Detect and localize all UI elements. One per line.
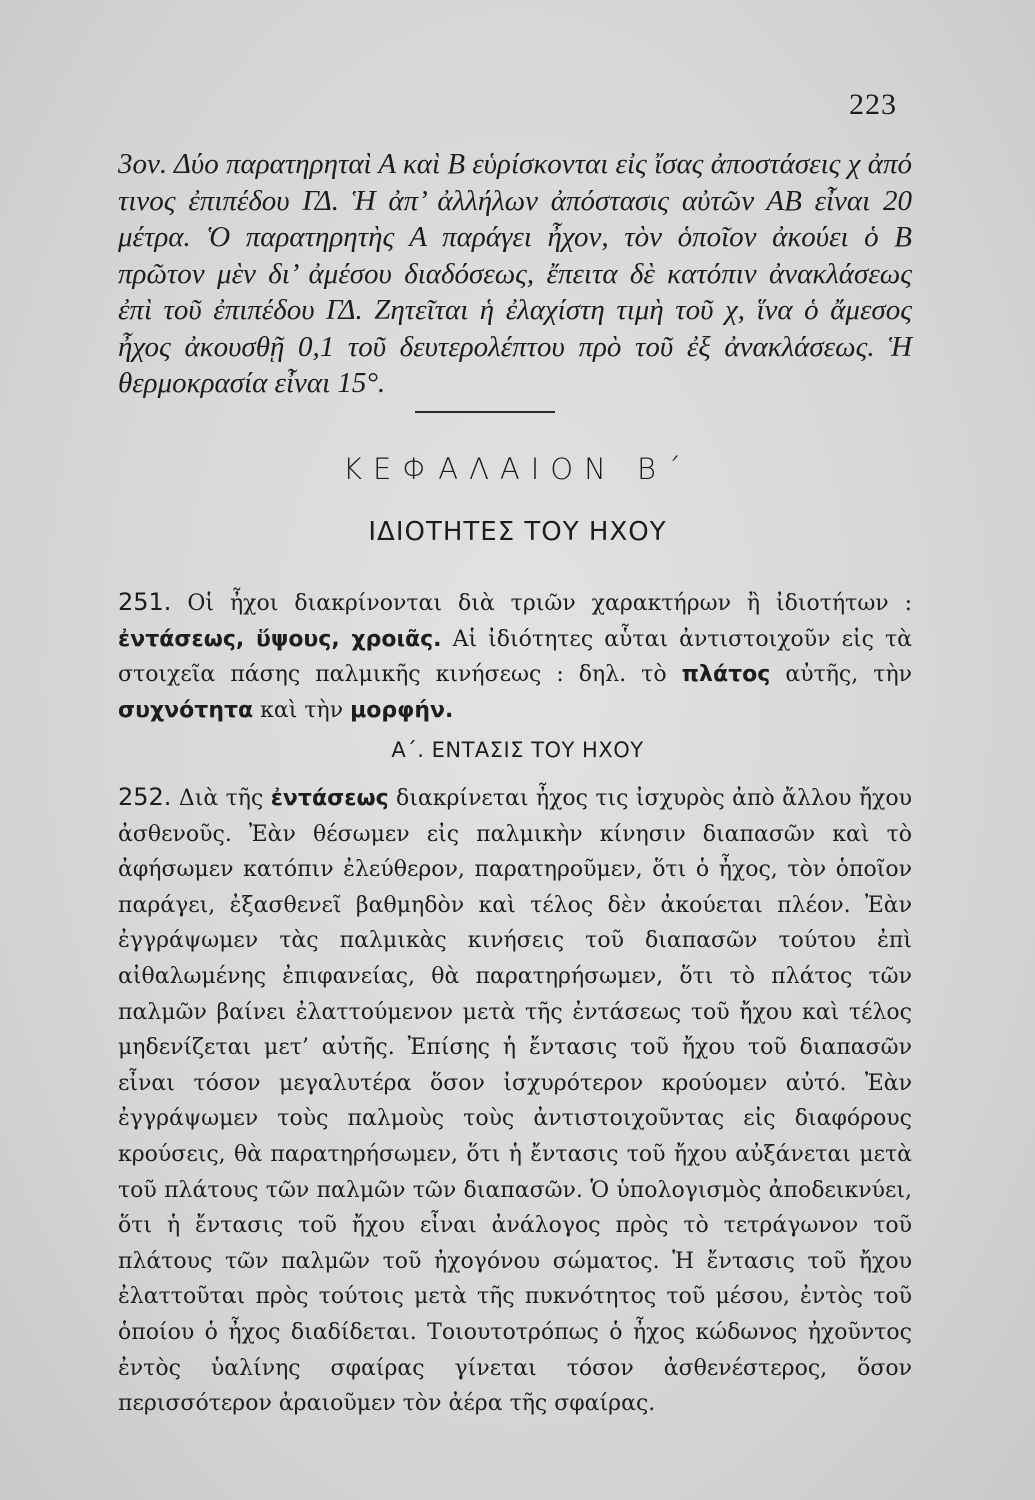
paragraph-number: 251. [118, 588, 172, 616]
paragraph-252 [118, 780, 912, 1422]
exercise-block [118, 146, 912, 402]
bold-term: ἐντάσεως, ὕψους, χροιᾶς. [118, 626, 442, 652]
page-number: 223 [849, 88, 897, 121]
paragraph-text: καὶ τὴν [253, 697, 351, 723]
exercise-text: 3ον. Δύο παρατηρηταὶ Α καὶ Β εὑρίσκονται εἰς ἴσας ἀποστάσεις χ ἀπό τινος ἐπιπέδου ΓΔ. Ἡ ἀπ’ ἀλλήλων ἀπόστασις αὐτῶν ΑΒ εἶναι 20 μέτρα. Ὁ παρατηρητὴς Α παράγει ἦχον, τὸν ὁποῖον ἀκούει ὁ Β πρῶτον μὲν δι’ ἀμέσου διαδόσεως, ἔπειτα δὲ κατόπιν ἀνακλάσεως ἐπὶ τοῦ ἐπιπέδου ΓΔ. Ζητεῖται ἡ ἐλαχίστη τιμὴ τοῦ χ, ἵνα ὁ ἄμεσος ἦχος ἀκουσθῇ 0,1 τοῦ δευτερολέπτου πρὸ τοῦ ἐξ ἀνακλάσεως. Ἡ θερμοκρασία εἶναι 15°. [118, 148, 912, 399]
paragraph-text: αὐτῆς, τὴν [770, 662, 913, 688]
paragraph-number: 252. [118, 783, 172, 811]
bold-term: ἐντάσεως [270, 786, 389, 811]
section-heading: Α΄. ΕΝΤΑΣΙΣ ΤΟΥ ΗΧΟΥ [391, 738, 644, 762]
paragraph-text: Διὰ τῆς [171, 786, 271, 811]
paragraph-text: Αἱ ἰδιότητες αὗται ἀντιστοιχοῦν εἰς τὰ στοιχεῖα πάσης παλμικῆς κινήσεως : δηλ. τὸ [118, 626, 912, 688]
bold-term: συχνότητα [118, 697, 254, 723]
paragraph-text: Οἱ ἦχοι διακρίνονται διὰ τριῶν χαρακτήρων ἢ ἰδιοτήτων : [171, 591, 912, 616]
paragraph-text: διακρίνεται ἦχος τις ἰσχυρὸς ἀπὸ ἄλλου ἤχου ἀσθενοῦς. Ἐὰν θέσωμεν εἰς παλμικὴν κίνησιν διαπασῶν καὶ τὸ ἀφήσωμεν κατόπιν ἐλεύθερον, παρατηροῦμεν, ὅτι ὁ ἦχος, τὸν ὁποῖον παράγει, ἐξασθενεῖ βαθμηδὸν καὶ τέλος δὲν ἀκούεται πλέον. Ἐὰν ἐγγράψωμεν τὰς παλμικὰς κινήσεις τοῦ διαπασῶν τούτου ἐπὶ αἰθαλωμένης ἐπιφανείας, θὰ παρατηρήσωμεν, ὅτι τὸ πλάτος τῶν παλμῶν βαίνει ἐλαττούμενον μετὰ τῆς ἐντάσεως τοῦ ἤχου καὶ τέλος μηδενίζεται μετ’ αὐτῆς. Ἐπίσης ἡ ἔντασις τοῦ ἤχου τοῦ διαπασῶν εἶναι τόσον μεγαλυτέρα ὅσον ἰσχυρότερον κρούομεν αὐτό. Ἐὰν ἐγγράψωμεν τοὺς παλμοὺς τοὺς ἀντιστοιχοῦντας εἰς διαφόρους κρούσεις, θὰ παρατηρήσωμεν, ὅτι ἡ ἔντασις τοῦ ἤχου αὐξάνεται μετὰ τοῦ πλάτους τῶν παλμῶν τῶν διαπασῶν. Ὁ ὑπολογισμὸς ἀποδεικνύει, ὅτι ἡ ἔντασις τοῦ ἤχου εἶναι ἀνάλογος πρὸς τὸ τετράγωνον τοῦ πλάτους τῶν παλμῶν τοῦ ἠχογόνου σώματος. Ἡ ἔντασις τοῦ ἤχου ἐλαττοῦται πρὸς τούτοις μετὰ τῆς πυκνότητος τοῦ μέσου, ἐντὸς τοῦ ὁποίου ὁ ἦχος διαδίδεται. Τοιουτοτρόπως ὁ ἦχος κώδωνος ἠχοῦντος ἐντὸς ὑαλίνης σφαίρας γίνεται τόσον ἀσθενέστερος, ὅσον περισσότερον ἀραιοῦμεν τὸν ἀέρα τῆς σφαίρας. [118, 786, 912, 1417]
bold-term: μορφήν. [350, 697, 454, 723]
chapter-title: ΙΔΙΟΤΗΤΕΣ ΤΟΥ ΗΧΟΥ [368, 517, 667, 547]
paragraph-251 [118, 585, 912, 728]
bold-term: πλάτος [681, 662, 771, 688]
section-divider [415, 411, 555, 413]
chapter-label: ΚΕΦΑΛΑΙΟΝ Β΄ [342, 452, 693, 486]
